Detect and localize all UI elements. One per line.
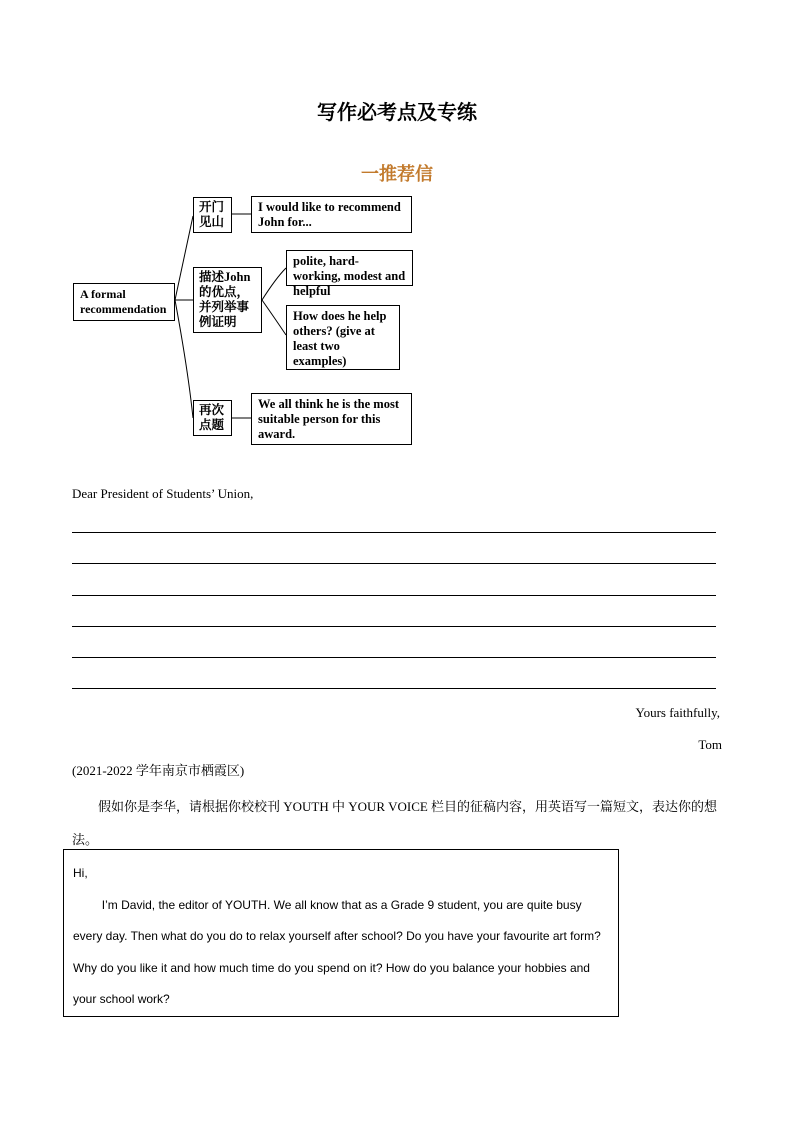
page-title: 写作必考点及专练	[317, 102, 477, 124]
prompt-greeting: Hi,	[73, 866, 88, 880]
writing-line[interactable]	[72, 563, 716, 564]
branch-opening: 开门见山	[193, 197, 232, 233]
detail-restate: We all think he is the most suitable person for this award.	[251, 393, 412, 445]
exam-source: (2021-2022 学年南京市栖霞区)	[72, 763, 245, 778]
writing-line[interactable]	[72, 532, 716, 533]
prompt-box	[63, 849, 619, 1017]
writing-line[interactable]	[72, 626, 716, 627]
branch-restate: 再次点题	[193, 400, 232, 436]
letter-salutation: Dear President of Students’ Union,	[72, 486, 254, 501]
root-node: A formal recommendation	[73, 283, 175, 321]
writing-line[interactable]	[72, 688, 716, 689]
writing-line[interactable]	[72, 657, 716, 658]
detail-qualities: polite, hard-working, modest and helpful	[286, 250, 413, 286]
connector-root-branch3	[175, 300, 193, 418]
connector-branch2-detail1	[262, 268, 286, 300]
letter-closing: Yours faithfully,	[635, 705, 720, 720]
mindmap-diagram	[0, 0, 794, 460]
letter-signature: Tom	[698, 737, 722, 752]
writing-line[interactable]	[72, 595, 716, 596]
task-instruction: 假如你是李华，请根据你校校刊 YOUTH 中 YOUR VOICE 栏目的征稿内容，用英语写一篇短文，表达你的想法。	[72, 799, 718, 847]
section-title: 一推荐信	[361, 164, 433, 184]
detail-opening: I would like to recommend John for...	[251, 196, 412, 233]
connector-branch2-detail2	[262, 300, 286, 335]
prompt-body: I’m David, the editor of YOUTH. We all know that as a Grade 9 student, you are quite busy every day. Then what do you do to relax yourself after school? Do you have your favourite art form? Why do you like it and how much time do you spend on it? How do you balance your hobbies and your school work?	[73, 897, 601, 1006]
connector-root-branch1	[175, 216, 193, 300]
detail-examples: How does he help others? (give at least two examples)	[286, 305, 400, 370]
branch-describe: 描述John的优点，并列举事例证明	[193, 267, 262, 333]
